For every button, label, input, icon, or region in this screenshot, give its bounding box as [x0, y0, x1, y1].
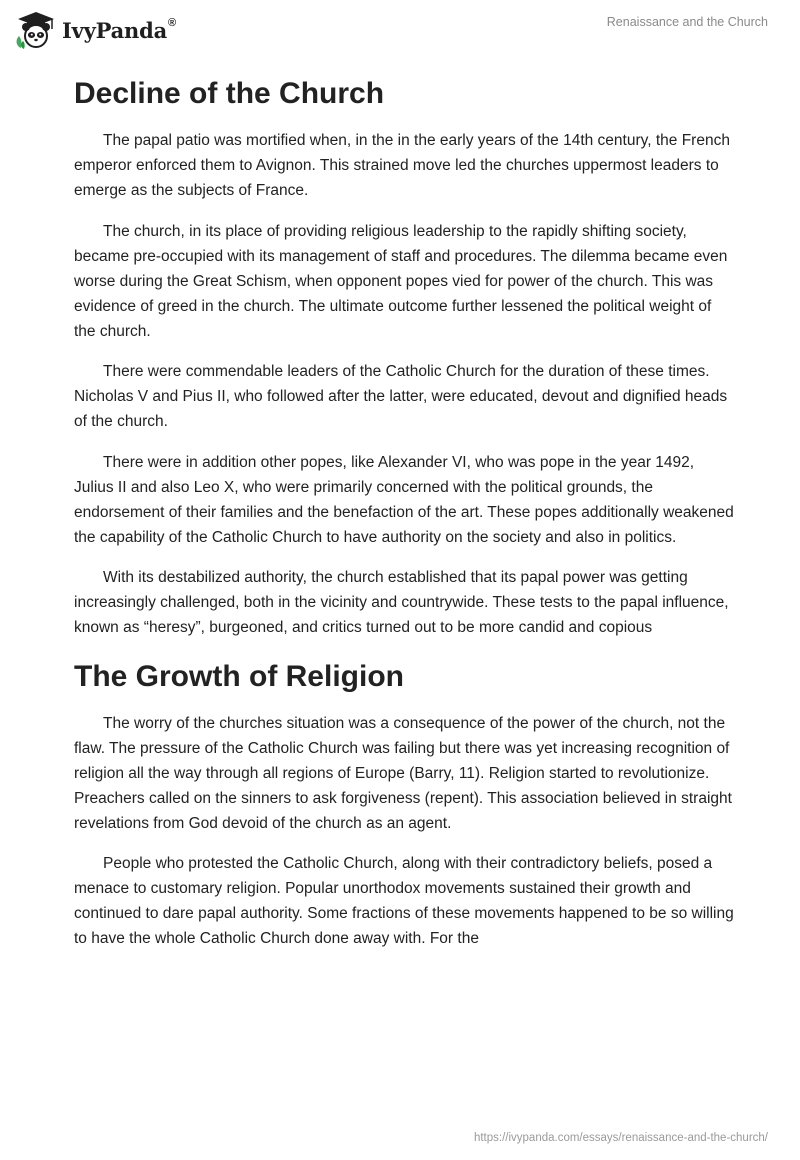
footer-url[interactable]: https://ivypanda.com/essays/renaissance-and-the-church/: [473, 1132, 768, 1144]
logo-text: IvyPanda®: [62, 16, 176, 43]
paragraph: There were in addition other popes, like Alexander VI, who was pope in the year 1492, Julius II and also Leo X, who were primarily concerned with the political grounds, the endorsement of their families and the benefaction of the art. These popes additionally weakened the capability of the Catholic Church to have authority on the society and also in politics.: [74, 453, 734, 546]
registered-mark: ®: [168, 16, 176, 29]
paragraph: The papal patio was mortified when, in the in the early years of the 14th century, the French emperor enforced them to Avignon. This strained move led the churches uppermost leaders to emerge as the subjects of France.: [74, 132, 730, 199]
ivypanda-logo[interactable]: [14, 8, 176, 52]
panda-graduation-icon: [14, 10, 58, 50]
essay-content: [74, 70, 734, 967]
paragraph: There were commendable leaders of the Catholic Church for the duration of these times. Nicholas V and Pius II, who followed after the latter, were educated, devout and dignified heads of the church.: [74, 363, 728, 430]
paragraph: People who protested the Catholic Church, along with their contradictory beliefs, posed a menace to customary religion. Popular unorthodox movements sustained their growth and continued to dare papal authority. Some fractions of these movements happened to be so willing to have the whole Catholic Church done away with. For the: [74, 855, 734, 947]
page-header: [0, 0, 800, 56]
section-title-decline: Decline of the Church: [74, 77, 385, 110]
paragraph: The church, in its place of providing religious leadership to the rapidly shifting society, became pre-occupied with its management of staff and procedures. The dilemma became even worse during the Great Schism, when opponent popes vied for power of the church. This was evidence of greed in the church. The ultimate outcome further lessened the political weight of the church.: [74, 222, 728, 340]
paragraph: The worry of the churches situation was a consequence of the power of the church, not the flaw. The pressure of the Catholic Church was failing but there was yet increasing recognition of religion all the way through all regions of Europe (Barry, 11). Religion started to revolutionize. Preachers called on the sinners to ask forgiveness (repent). This association believed in straight revelations from God devoid of the church as an agent.: [74, 714, 732, 832]
section-title-growth: The Growth of Religion: [74, 659, 404, 693]
document-title: Renaissance and the Church: [606, 15, 768, 29]
paragraph: With its destabilized authority, the church established that its papal power was getting increasingly challenged, both in the vicinity and countrywide. These tests to the papal influence, known as “heresy”, burgeoned, and critics turned out to be more candid and copious: [74, 569, 729, 636]
